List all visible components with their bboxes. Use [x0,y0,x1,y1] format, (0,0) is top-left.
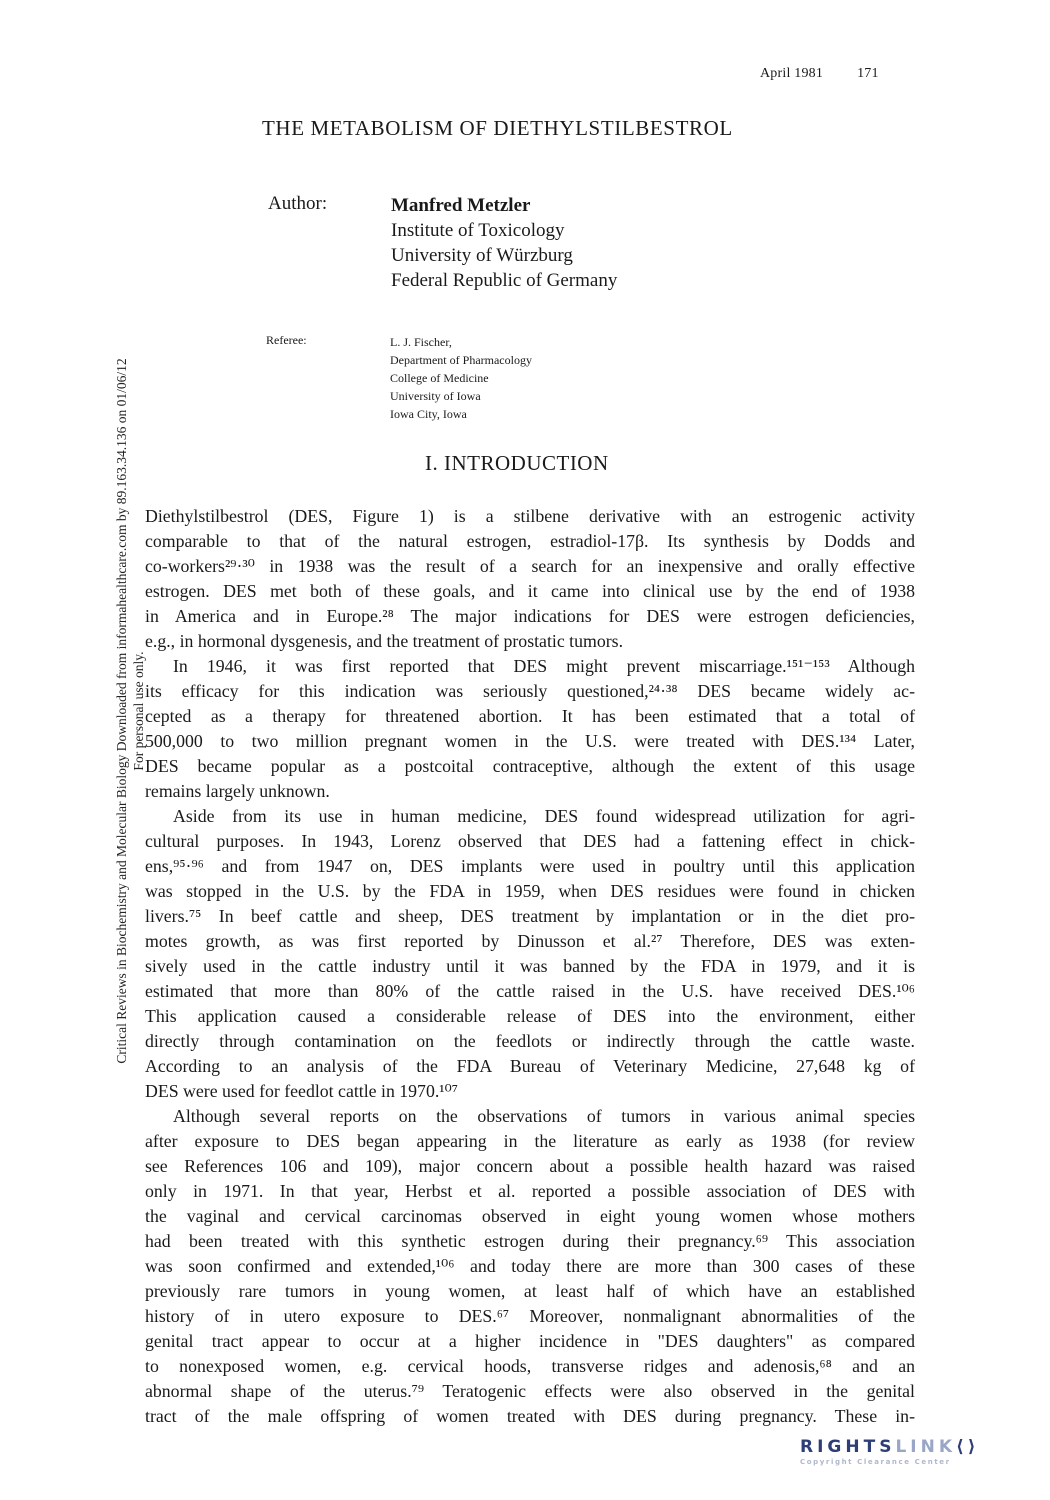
paragraph [145,804,915,1104]
author-affiliation-line: Institute of Toxicology [391,220,565,241]
paragraph [145,654,915,804]
paragraph-line: cepted as a therapy for threatened abortion. It has been estimated that a total of [145,706,915,726]
paragraph-line: 500,000 to two million pregnant women in the U.S. were treated with DES.¹³⁴ Later, [145,731,915,751]
paragraph-line: livers.⁷⁵ In beef cattle and sheep, DES treatment by implantation or in the diet pro- [145,906,915,926]
paragraph-line: co-workers²⁹·³⁰ in 1938 was the result of a search for an inexpensive and orally effective [145,556,915,576]
logo-text-light: LINK [895,1437,956,1457]
referee-line: L. J. Fischer, [390,335,452,349]
author-affiliation-line: Federal Republic of Germany [391,270,618,291]
referee-line: Department of Pharmacology [390,353,532,367]
paragraph-line: to nonexposed women, e.g. cervical hoods, transverse ridges and adenosis,⁶⁸ and an [145,1356,915,1376]
paragraph-line: only in 1971. In that year, Herbst et al. reported a possible association of DES with [145,1181,915,1201]
paragraph-line: Diethylstilbestrol (DES, Figure 1) is a stilbene derivative with an estrogenic activity [145,506,915,526]
logo-text-dark: RIGHTS [800,1437,896,1457]
paragraph-line: Although several reports on the observations of tumors in various animal species [173,1106,915,1126]
author-affiliation-line: University of Würzburg [391,245,573,266]
paragraph-line: comparable to that of the natural estrogen, estradiol-17β. Its synthesis by Dodds and [145,531,915,551]
issue-date: April 1981 [760,66,824,81]
paragraph-line: its efficacy for this indication was seriously questioned,²⁴·³⁸ DES became widely ac- [145,681,915,701]
referee-line: Iowa City, Iowa [390,407,467,421]
paragraph-line: In 1946, it was first reported that DES might prevent miscarriage.¹⁵¹⁻¹⁵³ Although [173,656,915,676]
author-label: Author: [268,193,328,214]
paragraph-line: see References 106 and 109), major concern about a possible health hazard was raised [145,1156,915,1176]
article-title: THE METABOLISM OF DIETHYLSTILBESTROL [262,116,733,140]
paragraph-line: estrogen. DES met both of these goals, and it came into clinical use by the end of 1938 [145,581,915,601]
paragraph-line: abnormal shape of the uterus.⁷⁹ Teratogenic effects were also observed in the genital [145,1381,915,1401]
paragraph-line: e.g., in hormonal dysgenesis, and the treatment of prostatic tumors. [145,631,624,651]
download-notice-line: Critical Reviews in Biochemistry and Molecular Biology Downloaded from informahealthcare.com by 89.163.34.136 on 01/06/12 [114,358,129,1064]
referee-line: University of Iowa [390,389,481,403]
author-name: Manfred Metzler [391,195,531,216]
paragraph-line: remains largely unknown. [145,781,330,801]
paragraph-line: sively used in the cattle industry until it was banned by the FDA in 1979, and it is [145,956,915,976]
author-block [391,193,617,293]
paragraph-line: was stopped in the U.S. by the FDA in 1959, when DES residues were found in chicken [145,881,915,901]
logo-mark-icon: ⟨⟩ [956,1437,980,1457]
paragraph [145,1104,915,1429]
paragraph-line: estimated that more than 80% of the cattle raised in the U.S. have received DES.¹⁰⁶ [145,981,915,1001]
paragraph-line: This application caused a considerable release of DES into the environment, either [145,1006,915,1026]
paragraph-line: history of in utero exposure to DES.⁶⁷ Moreover, nonmalignant abnormalities of the [145,1306,915,1326]
paragraph-line: DES were used for feedlot cattle in 1970.¹⁰⁷ [145,1081,458,1101]
page-header [760,66,879,82]
paragraph-line: previously rare tumors in young women, at least half of which have an established [145,1281,915,1301]
referee-line: College of Medicine [390,371,489,385]
download-notice-line: For personal use only. [131,651,146,771]
paragraph-line: Aside from its use in human medicine, DES found widespread utilization for agri- [173,806,915,826]
body-text [145,504,915,1429]
rightslink-logo[interactable] [800,1437,1030,1466]
section-heading: I. INTRODUCTION [425,451,609,475]
paragraph-line: directly through contamination on the feedlots or indirectly through the cattle waste. [145,1031,915,1051]
paragraph-line: According to an analysis of the FDA Bureau of Veterinary Medicine, 27,648 kg of [145,1056,915,1076]
paragraph-line: DES became popular as a postcoital contraceptive, although the extent of this usage [145,756,915,776]
download-notice [113,21,147,1401]
paragraph-line: the vaginal and cervical carcinomas observed in eight young women whose mothers [145,1206,915,1226]
paragraph-line: tract of the male offspring of women treated with DES during pregnancy. These in- [145,1406,915,1426]
paragraph-line: ens,⁹⁵·⁹⁶ and from 1947 on, DES implants were used in poultry until this application [145,856,915,876]
paragraph-line: in America and in Europe.²⁸ The major indications for DES were estrogen deficiencies, [145,606,915,626]
page-number: 171 [857,66,879,81]
paragraph [145,504,915,654]
paragraph-line: cultural purposes. In 1943, Lorenz observed that DES had a fattening effect in chick- [145,831,915,851]
referee-block [390,333,532,423]
paragraph-line: genital tract appear to occur at a higher incidence in "DES daughters" as compared [145,1331,915,1351]
referee-label: Referee: [266,333,307,347]
paragraph-line: was soon confirmed and extended,¹⁰⁶ and today there are more than 300 cases of these [145,1256,915,1276]
paragraph-line: motes growth, as was first reported by Dinusson et al.²⁷ Therefore, DES was exten- [145,931,915,951]
paragraph-line: after exposure to DES began appearing in the literature as early as 1938 (for review [145,1131,915,1151]
logo-tagline: Copyright Clearance Center [800,1458,951,1466]
paragraph-line: had been treated with this synthetic estrogen during their pregnancy.⁶⁹ This association [145,1231,915,1251]
